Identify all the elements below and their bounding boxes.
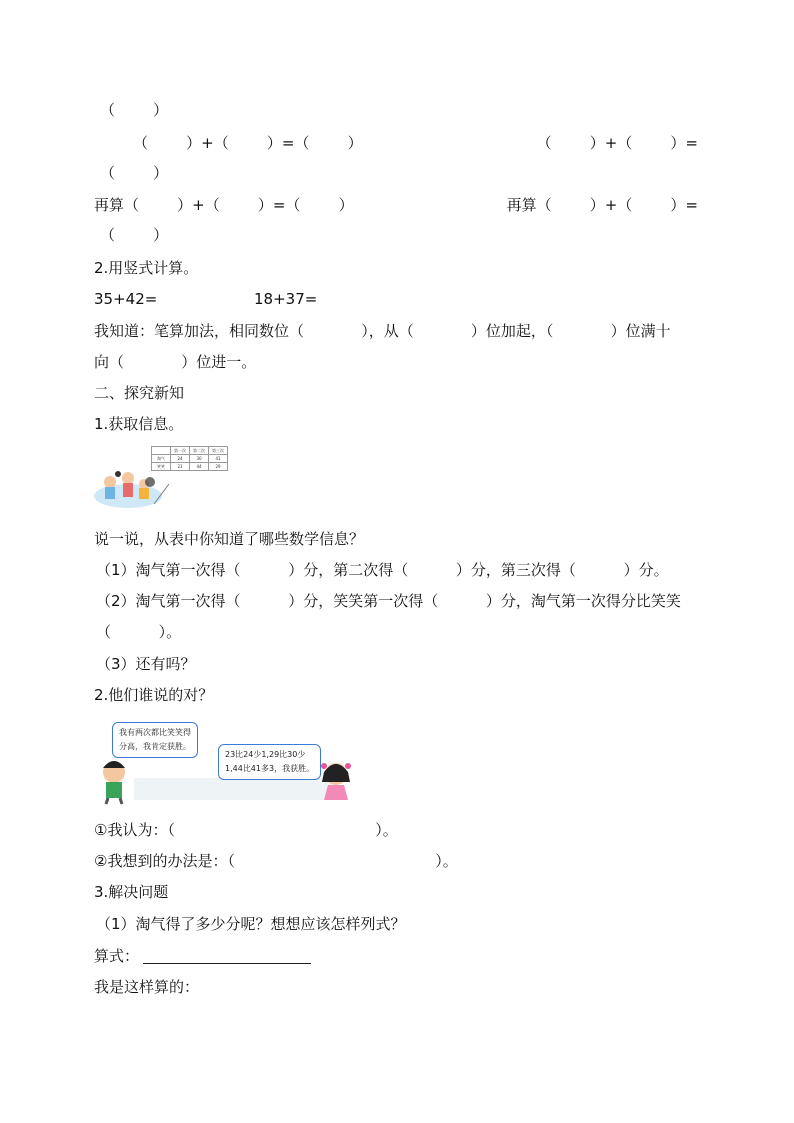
table-cell: 41	[209, 455, 228, 463]
dialogue-illustration	[94, 718, 358, 806]
knowledge-text: 我知道：笔算加法，相同数位（ ），从（ ）位加起，（ ）位满十	[94, 322, 671, 340]
speech-bubble: 23比24少1,29比30少 1,44比41多3，我获胜。	[218, 744, 321, 780]
equation-right: 再算（ ）+（ ）=	[506, 196, 698, 214]
question-title: 3.解决问题	[94, 883, 169, 901]
info-item: （ ）。	[96, 623, 182, 641]
blank-line: （ ）	[100, 164, 169, 182]
question-title: 2.他们谁说的对？	[94, 686, 214, 704]
formula-label: 算式：	[94, 947, 140, 965]
problem-text: （1）淘气得了多少分呢？想想应该怎样列式？	[96, 915, 406, 933]
score-table	[151, 446, 228, 471]
table-header: 第一次	[171, 447, 190, 455]
table-header	[152, 447, 171, 455]
question-title: 1.获取信息。	[94, 415, 184, 433]
section-heading: 二、探究新知	[94, 384, 185, 402]
question-title: 2.用竖式计算。	[94, 259, 199, 277]
blank-line: （ ）	[100, 101, 169, 119]
info-item: （2）淘气第一次得（ ）分，笑笑第一次得（ ）分，淘气第一次得分比笑笑	[96, 592, 681, 610]
answer-line: ②我想到的办法是：（ ）。	[94, 852, 458, 870]
table-cell: 24	[171, 455, 190, 463]
info-item: （3）还有吗？	[96, 655, 196, 673]
expression: 18+37=	[254, 290, 318, 308]
table-header: 第二次	[190, 447, 209, 455]
method-label: 我是这样算的：	[94, 978, 200, 996]
answer-line: ①我认为：（ ）。	[94, 821, 398, 839]
blank-line: （ ）	[100, 226, 169, 244]
table-header: 第三次	[209, 447, 228, 455]
formula-underline	[143, 963, 311, 964]
info-item: （1）淘气第一次得（ ）分，第二次得（ ）分，第三次得（ ）分。	[96, 561, 669, 579]
speech-bubble: 我有两次都比笑笑得 分高，我肯定获胜。	[112, 722, 198, 758]
info-illustration	[94, 444, 230, 510]
table-cell: 淘气	[152, 455, 171, 463]
knowledge-text: 向（ ）位进一。	[94, 353, 257, 371]
table-cell: 30	[190, 455, 209, 463]
equation-left: 再算（ ）+（ ）=（ ）	[94, 196, 354, 214]
table-row	[152, 463, 228, 471]
table-cell: 29	[209, 463, 228, 471]
table-cell: 44	[190, 463, 209, 471]
table-cell: 23	[171, 463, 190, 471]
equation-right: （ ）+（ ）=	[536, 134, 698, 152]
equation-left: （ ）+（ ）=（ ）	[133, 134, 363, 152]
table-row	[152, 455, 228, 463]
expression: 35+42=	[94, 290, 158, 308]
table-cell: 笑笑	[152, 463, 171, 471]
prompt-text: 说一说，从表中你知道了哪些数学信息？	[94, 530, 365, 548]
